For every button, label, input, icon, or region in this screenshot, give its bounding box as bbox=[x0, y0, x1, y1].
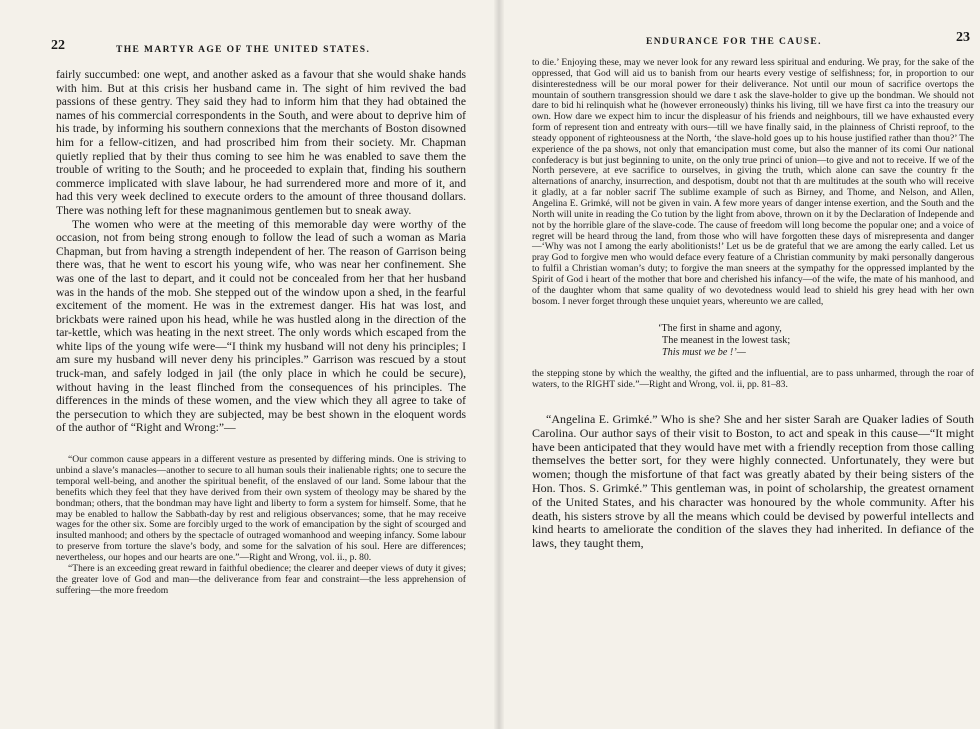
right-main-text bbox=[532, 413, 974, 551]
footnote-paragraph-1: “Our common cause appears in a different vesture as presented by differing minds. One is striving to unbind a slave’s manacles—another to secure to all human souls their inalienable rights; one to secure the temporal well-being, and another the spiritual benefit, of the enslaved of our land. Some labour that the benefits which they feel that they have derived from their own system of theology may be shared by the bondman; others, that the bondman may have light and liberty to form a system for himself. Some, that he may be enabled to hallow the Sabbath-day by rest and religious observances; some, that he may receive wages for the other six. Some are forcibly urged to the work of emancipation by the sight of scourged and insulted manhood; and others by the spectacle of outraged womanhood and weeping infancy. Some labour to preserve from torture the slave’s body, and some for the salvation of his soul. Here are differences; nevertheless, our hopes and our hearts are one.”—Right and Wrong, vol. ii., p. 80. bbox=[56, 454, 466, 564]
left-paragraph-1: fairly succumbed: one wept, and another asked as a favour that she would shake hands with him. But at this crisis her husband came in. The sight of him revived the bad passions of these gentry. They said they had to inform him that they had obtained the names of his commercial correspondents in the South, and were about to deprive him of his trade, by informing his southern connexions that the merchants of Boston disowned him for a fellow-citizen, and had proscribed him from their society. Mr. Chapman quietly replied that by their thus coming to see him he was enabled to save them the trouble of writing to the South; and he proceeded to explain that, finding his southern commerce implicated with slave labour, he had surrendered more and more of it, and had this very week declined to execute orders to the amount of three thousand dollars. There was nothing left for these magnanimous gentlemen but to sneak away. bbox=[56, 68, 466, 217]
right-paragraph: “Angelina E. Grimké.” Who is she? She and her sister Sarah are Quaker ladies of South Carolina. Our author says of their visit to Boston, to act and speak in this cause—“It might have been anticipated that they would have met with a friendly reception from those calling themselves the better sort, for they were highly connected. Unfortunately, they were but women; though the misfortune of that fact was greatly abated by their being sisters of the Hon. Thos. S. Grimké.” This gentleman was, in point of scholarship, the greatest ornament of the United States, and his character was honoured by the whole community. After his death, his sisters strove by all the means which could be devised by powerful intellects and kind hearts to ameliorate the condition of the slaves they had inherited. In defiance of the laws, they taught them, bbox=[532, 412, 974, 551]
right-quote-block bbox=[532, 58, 974, 307]
left-footnote bbox=[56, 455, 466, 597]
verse-line-1: ‘The first in shame and agony, bbox=[658, 323, 782, 335]
left-paragraph-2: The women who were at the meeting of this memorable day were worthy of the occasion, not from being strong enough to follow the lead of such a woman as Maria Chapman, but from having a strength independent of her. The reason of Garrison being there was, that he went to escort his young wife, who was near her confinement. She was one of the last to depart, and it could not be concealed from her that her husband was in the hands of the mob. She stepped out of the window upon a shed, in the fearful excitement of the moment. He was in the extremest danger. His hat was lost, and brickbats were rained upon his head, while he was hustled along in the direction of the tar-kettle, which was heating in the next street. The only words which escaped from the white lips of the young wife were—“I think my husband will not deny his principles; I am sure my husband will never deny his principles.” Garrison was rescued by a stout truck-man, and safely lodged in jail (the only place in which he could be secure), without having in the least flinched from the consequences of his principles. The differences in the minds of these women, and the view which they all agree to take of the persecution to which they are subjected, may be best shown in the eloquent words of the author of “Right and Wrong:”— bbox=[56, 217, 466, 435]
verse-line-2: The meanest in the lowest task; bbox=[662, 335, 791, 347]
left-main-text bbox=[56, 68, 466, 435]
right-running-head: ENDURANCE FOR THE CAUSE. bbox=[646, 37, 822, 47]
right-text-column bbox=[532, 58, 974, 551]
right-quote-text: to die.’ Enjoying these, may we never look for any reward less spiritual and enduring. We pray, for the sake of the oppressed, that God will aid us to banish from our hearts every vestige of selfishness; for, in proportion to our disinterestedness will be our moral power for their deliverance. Not until our moun of sacrifice overtops the mountain of southern transgression should we dare t ask the slave-holder to give up the bondman. We should not dare to bid hi relinquish what he (however erroneously) thinks his living, till we have first ca into the treasury our own. How dare we expect him to incur the displeasur of his friends and neighbours, till we have exhausted every form of represent tion and entreaty with ours—till we have finally said, in the plainness of Christi reproof, to the steady opponent of righteousness at the North, ‘the slave-hold goes up to his house justified rather than thou?’ The experience of the pa shows, not only that emancipation must come, but also the manner of its comi Our national confederacy is but just beginning to unite, on the only true princi of union—to give and not to receive. If we of the North persevere, at eve sacrifice to ourselves, in giving the truth, which alone can save the country fr the alternations of anarchy, insurrection, and despotism, doubt not that th are multitudes at the south who will receive it gladly, at a far nobler sacrif The sublime example of such as Birney, and Thome, and Nelson, and Allen, Angelina E. Grimké, will not be given in vain. A few more years of danger intense exertion, and the South and the North will unite in reading the Co tution by the light from above, thrown on it by the Declaration of Independe and not by the horrible glare of the slave-code. The cause of freedom will long become the popular one; and a voice of regret will be heard throug the land, from those who will have forgotten these days of misrepresenta and danger—‘Why was not I among the early abolitionists!’ Let us be de grateful that we are among the early called. Let us pray God to forgive men who would deface every feature of a Christian community by maki personally dangerous to fulfil a Christian woman’s duty; to forgive the man sneers at the sympathy for the oppressed implanted by the Spirit of God i heart of the mother that bore and cherished his infancy—of the wife, the mate of his manhood, and of the daughter whom that same quality of wo devotedness would lead to shield his grey head with her own bosom. I never forget through these unquiet years, whereunto we are called, bbox=[532, 57, 974, 307]
footnote-paragraph-2: “There is an exceeding great reward in faithful obedience; the clearer and deeper views of duty it gives; the greater love of God and man—the deliverance from fear and constraint—the less apprehension of suffering—the more freedom bbox=[56, 563, 466, 596]
right-quote-end-text: the stepping stone by which the wealthy, the gifted and the influential, are to pass unharmed, through the roar of waters, to the RIGHT side.”—Right and Wrong, vol. ii, pp. 81–83. bbox=[532, 368, 974, 391]
left-page-number: 22 bbox=[51, 38, 65, 53]
verse-line-3: This must we be !’— bbox=[662, 347, 746, 359]
verse-quote bbox=[658, 323, 974, 359]
left-running-head: THE MARTYR AGE OF THE UNITED STATES. bbox=[116, 45, 371, 55]
right-page-number: 23 bbox=[956, 30, 970, 45]
left-text-column bbox=[56, 68, 466, 597]
right-quote-end-block bbox=[532, 369, 974, 391]
right-page bbox=[500, 0, 980, 729]
